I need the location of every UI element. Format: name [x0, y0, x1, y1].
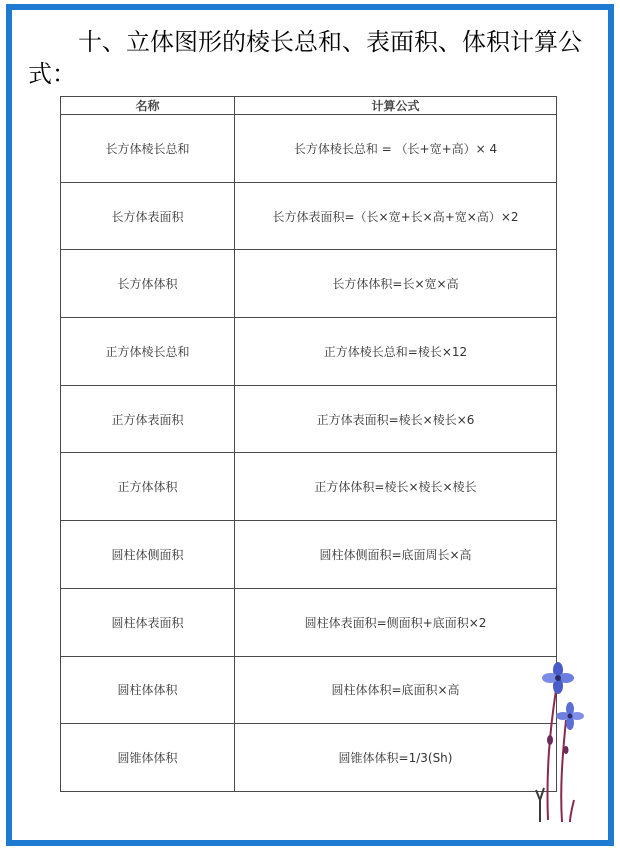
table-row	[61, 453, 557, 521]
column-header-formula: 计算公式	[235, 97, 557, 115]
table-row	[61, 588, 557, 656]
row-formula-cell: 长方体体积=长×宽×高	[235, 250, 557, 318]
table-header-row	[61, 97, 557, 115]
row-name-cell: 长方体体积	[61, 250, 235, 318]
table-row	[61, 385, 557, 453]
table-row	[61, 656, 557, 724]
table-row	[61, 318, 557, 386]
row-formula-cell: 长方体棱长总和 = （长+宽+高）× 4	[235, 115, 557, 183]
row-formula-cell: 圆锥体体积=1/3(Sh)	[235, 724, 557, 792]
column-header-name: 名称	[61, 97, 235, 115]
row-name-cell: 长方体表面积	[61, 182, 235, 250]
row-name-cell: 正方体棱长总和	[61, 318, 235, 386]
flower-illustration-icon	[526, 650, 586, 830]
row-formula-cell: 正方体表面积=棱长×棱长×6	[235, 385, 557, 453]
row-name-cell: 正方体表面积	[61, 385, 235, 453]
row-formula-cell: 圆柱体侧面积=底面周长×高	[235, 521, 557, 589]
row-name-cell: 圆柱体体积	[61, 656, 235, 724]
table-row	[61, 724, 557, 792]
row-formula-cell: 长方体表面积=（长×宽+长×高+宽×高）×2	[235, 182, 557, 250]
formula-table	[60, 96, 557, 792]
row-formula-cell: 圆柱体体积=底面积×高	[235, 656, 557, 724]
table-row	[61, 182, 557, 250]
table-row	[61, 521, 557, 589]
row-formula-cell: 圆柱体表面积=侧面积+底面积×2	[235, 588, 557, 656]
row-name-cell: 圆锥体体积	[61, 724, 235, 792]
row-name-cell: 圆柱体侧面积	[61, 521, 235, 589]
row-formula-cell: 正方体棱长总和=棱长×12	[235, 318, 557, 386]
row-name-cell: 正方体体积	[61, 453, 235, 521]
row-formula-cell: 正方体体积=棱长×棱长×棱长	[235, 453, 557, 521]
table-row	[61, 250, 557, 318]
row-name-cell: 长方体棱长总和	[61, 115, 235, 183]
row-name-cell: 圆柱体表面积	[61, 588, 235, 656]
section-heading: 十、立体图形的棱长总和、表面积、体积计算公式：	[28, 28, 582, 88]
table-row	[61, 115, 557, 183]
